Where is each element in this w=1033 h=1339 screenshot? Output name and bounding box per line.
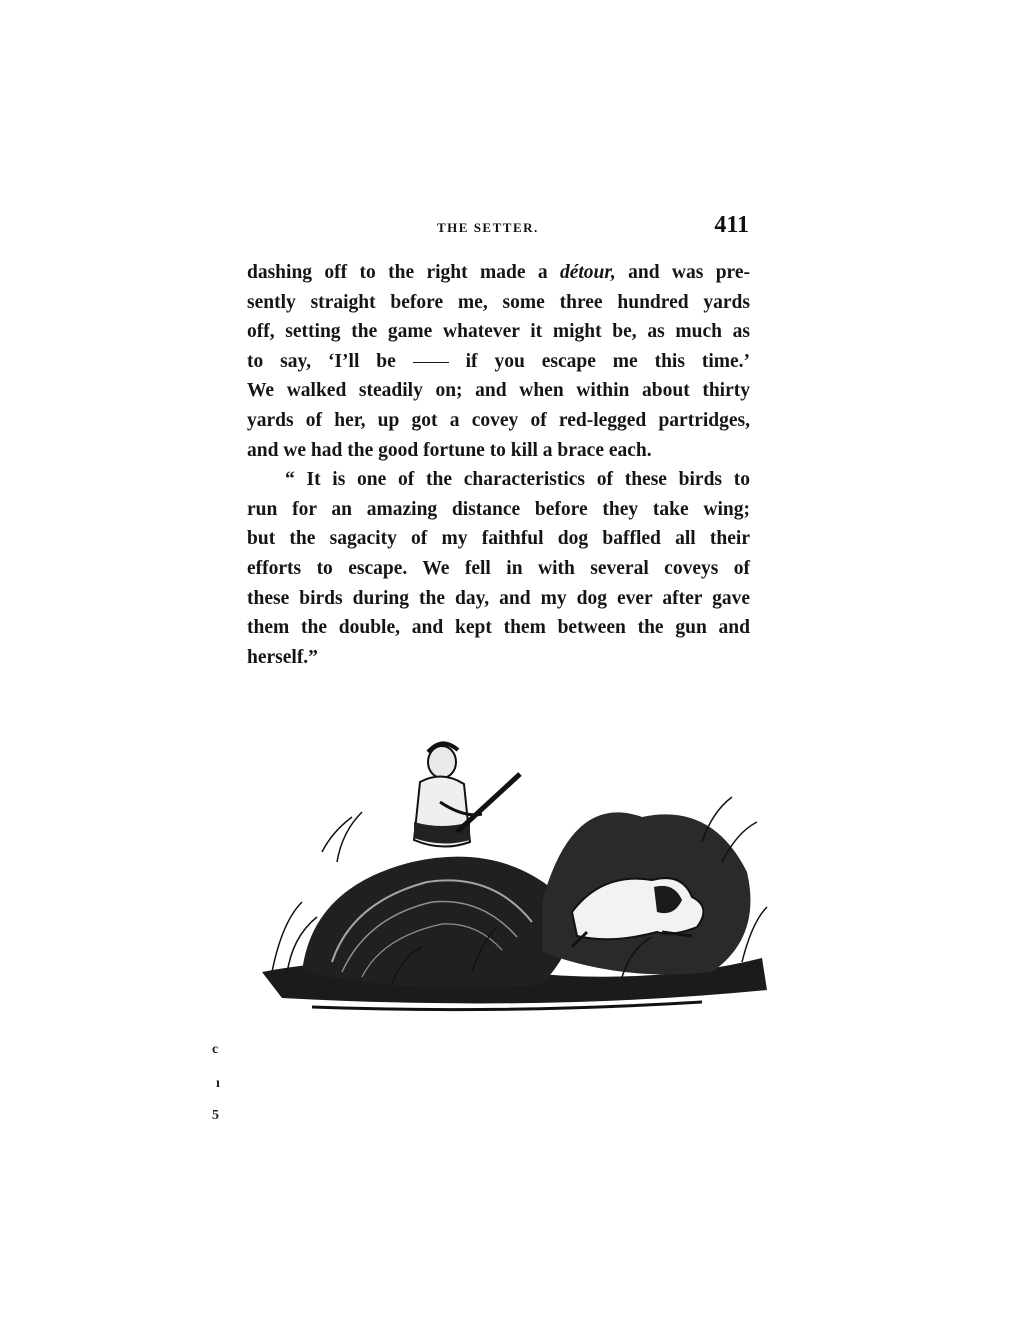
margin-marks	[212, 1042, 236, 1132]
margin-mark: 5	[212, 1108, 219, 1123]
margin-mark: ı	[216, 1076, 220, 1091]
running-title: THE SETTER.	[437, 220, 539, 235]
body-text	[247, 258, 750, 672]
text-line: “ It is one of the characteristics of these birds to	[285, 469, 750, 491]
em-dash-rule	[413, 362, 449, 363]
text-line: these birds during the day, and my dog ever after gave	[247, 587, 750, 609]
text-line: them the double, and kept them between the gun and	[247, 617, 750, 639]
text-line: to say, ‘I’ll be if you escape me this time.’	[247, 350, 751, 372]
text-line: dashing off to the right made a détour, and was pre-	[247, 262, 750, 283]
text-line: run for an amazing distance before they take wing;	[247, 498, 750, 520]
hunter-and-setter-engraving	[242, 722, 772, 1022]
italic-word: détour,	[559, 262, 616, 283]
margin-mark: c	[212, 1042, 219, 1057]
text-line: sently straight before me, some three hundred yards	[247, 291, 750, 313]
text-line: yards of her, up got a covey of red-legged partridges,	[247, 409, 750, 431]
running-head	[247, 212, 753, 242]
text-line: off, setting the game whatever it might be, as much as	[247, 321, 750, 343]
page-number: 411	[714, 212, 749, 238]
text-line: We walked steadily on; and when within about thirty	[247, 380, 750, 402]
text-line: and we had the good fortune to kill a brace each.	[247, 439, 652, 461]
text-line: herself.”	[247, 646, 318, 668]
text-line: efforts to escape. We fell in with several coveys of	[247, 557, 750, 579]
text-line: but the sagacity of my faithful dog baffled all their	[247, 528, 750, 550]
